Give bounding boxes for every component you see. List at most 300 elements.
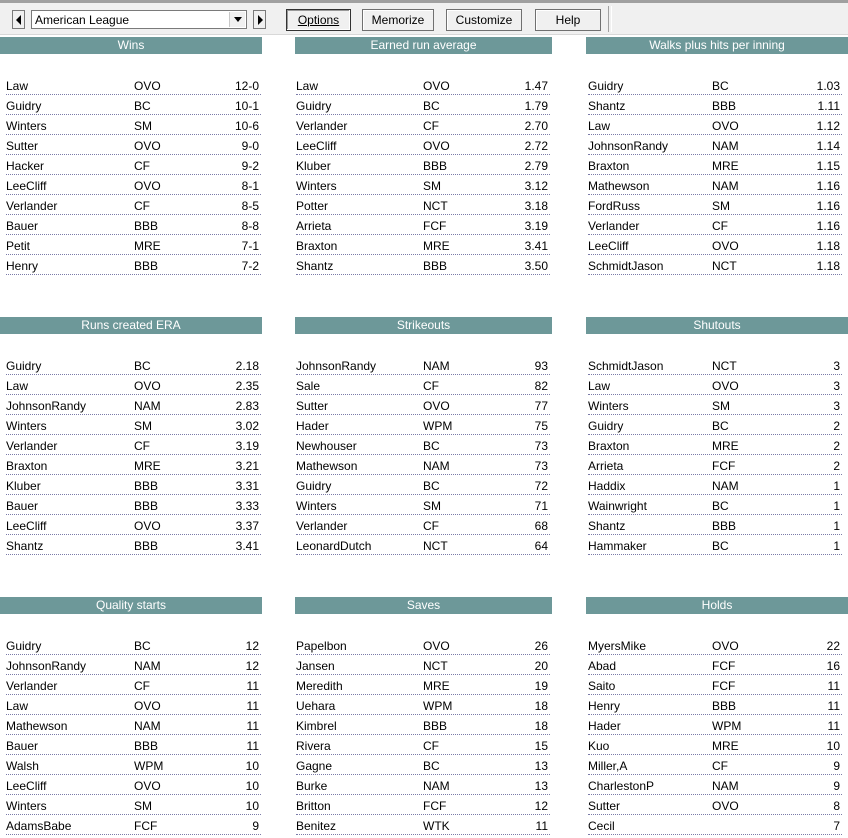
category-header[interactable]: Holds [586, 597, 848, 614]
leader-entry[interactable] [296, 475, 550, 495]
player-name: Verlander [588, 219, 640, 233]
leader-entry[interactable] [6, 455, 261, 475]
team-abbr: NAM [134, 399, 161, 413]
leader-entry[interactable] [6, 115, 261, 135]
player-name: Mathewson [296, 459, 358, 473]
leader-entry[interactable] [296, 255, 550, 275]
leader-entry[interactable] [588, 75, 842, 95]
player-name: LeeCliff [296, 139, 337, 153]
leader-entry[interactable] [588, 695, 842, 715]
player-name: Verlander [6, 679, 58, 693]
category-header[interactable]: Wins [0, 37, 262, 54]
stat-value: 3.31 [235, 479, 259, 493]
options-button[interactable] [286, 9, 351, 31]
leader-entry[interactable] [6, 415, 261, 435]
player-name: JohnsonRandy [6, 399, 87, 413]
leader-entry[interactable] [296, 355, 550, 375]
team-abbr: BC [712, 419, 729, 433]
team-abbr: CF [134, 159, 150, 173]
stat-value: 11 [246, 699, 259, 713]
team-abbr: BBB [712, 519, 737, 533]
table-row [0, 755, 848, 775]
stat-value: 3.12 [524, 179, 548, 193]
memorize-button[interactable] [362, 9, 434, 31]
stat-value: 26 [534, 639, 548, 653]
player-name: JohnsonRandy [296, 359, 377, 373]
table-row [0, 715, 848, 735]
table-row [0, 655, 848, 675]
section-headers [0, 37, 848, 54]
player-name: Guidry [6, 99, 42, 113]
leader-entry[interactable] [6, 255, 261, 275]
league-select[interactable] [31, 10, 247, 29]
team-abbr: NAM [134, 659, 161, 673]
chevron-down-icon [234, 17, 242, 22]
leader-entry[interactable] [588, 215, 842, 235]
player-name: Winters [296, 179, 337, 193]
stat-value: 71 [534, 499, 548, 513]
player-name: Law [296, 79, 319, 93]
leader-entry[interactable] [588, 735, 842, 755]
leader-entry[interactable] [588, 795, 842, 815]
leader-entry[interactable] [6, 695, 261, 715]
stat-value: 11 [827, 719, 840, 733]
leader-entry[interactable] [6, 735, 261, 755]
player-name: Winters [6, 799, 47, 813]
team-abbr: OVO [712, 379, 739, 393]
team-abbr: FCF [712, 659, 736, 673]
player-name: Potter [296, 199, 329, 213]
player-name: Petit [6, 239, 31, 253]
stat-value: 2.18 [235, 359, 259, 373]
team-abbr: BC [423, 759, 440, 773]
table-row [0, 235, 848, 255]
table-row [0, 695, 848, 715]
leader-entry[interactable] [588, 815, 842, 835]
player-name: LeeCliff [588, 239, 629, 253]
team-abbr: BC [134, 99, 151, 113]
player-name: SchmidtJason [588, 259, 664, 273]
team-abbr: BBB [423, 159, 448, 173]
stat-value: 13 [534, 759, 548, 773]
category-header[interactable]: Strikeouts [295, 317, 552, 334]
team-abbr: MRE [423, 239, 450, 253]
dropdown-button[interactable] [229, 12, 245, 27]
leader-entry[interactable] [296, 235, 550, 255]
leader-entry[interactable] [6, 775, 261, 795]
leader-entry[interactable] [6, 675, 261, 695]
stat-value: 22 [826, 639, 840, 653]
player-name: Arrieta [296, 219, 332, 233]
player-name: Benitez [296, 819, 337, 833]
leader-entry[interactable] [6, 435, 261, 455]
leader-entry[interactable] [588, 395, 842, 415]
table-row [0, 95, 848, 115]
leader-entry[interactable] [588, 435, 842, 455]
player-name: Jansen [296, 659, 335, 673]
stat-value: 13 [534, 779, 548, 793]
stat-value: 20 [534, 659, 548, 673]
player-name: MyersMike [588, 639, 647, 653]
player-name: Verlander [296, 519, 348, 533]
player-name: JohnsonRandy [6, 659, 87, 673]
table-row [0, 115, 848, 135]
stat-value: 1.16 [816, 179, 840, 193]
leader-entry[interactable] [588, 415, 842, 435]
leader-entry[interactable] [296, 195, 550, 215]
team-abbr: OVO [712, 639, 739, 653]
player-name: Saito [588, 679, 616, 693]
table-row [0, 175, 848, 195]
stat-value: 11 [535, 819, 548, 833]
team-abbr: NAM [423, 779, 450, 793]
team-abbr: FCF [134, 819, 158, 833]
stat-value: 8-5 [241, 199, 259, 213]
team-abbr: BC [134, 359, 151, 373]
leader-entry[interactable] [296, 715, 550, 735]
stat-value: 3.19 [524, 219, 548, 233]
stat-value: 1.18 [816, 259, 840, 273]
team-abbr: BC [423, 99, 440, 113]
stat-value: 1.11 [817, 99, 840, 113]
stat-value: 1.18 [816, 239, 840, 253]
team-abbr: CF [423, 739, 439, 753]
stat-value: 3.02 [235, 419, 259, 433]
options-button-label: Options [297, 13, 340, 27]
stat-value: 7 [833, 819, 840, 833]
leader-entry[interactable] [296, 155, 550, 175]
leader-entry[interactable] [6, 795, 261, 815]
leader-entry[interactable] [296, 415, 550, 435]
stat-value: 12 [245, 639, 259, 653]
player-name: Verlander [296, 119, 348, 133]
stat-value: 10 [245, 779, 259, 793]
player-name: Mathewson [6, 719, 68, 733]
player-name: Wainwright [588, 499, 647, 513]
leader-entry[interactable] [296, 795, 550, 815]
team-abbr: NAM [712, 779, 739, 793]
stat-value: 73 [534, 439, 548, 453]
player-name: Winters [6, 419, 47, 433]
leader-entry[interactable] [296, 775, 550, 795]
stat-value: 3.19 [235, 439, 259, 453]
team-abbr: CF [134, 439, 150, 453]
team-abbr: BBB [134, 739, 159, 753]
player-name: Bauer [6, 739, 39, 753]
table-row [0, 375, 848, 395]
category-header[interactable]: Quality starts [0, 597, 262, 614]
team-abbr: CF [712, 759, 728, 773]
player-name: JohnsonRandy [588, 139, 669, 153]
stat-value: 10 [245, 759, 259, 773]
leader-entry[interactable] [588, 355, 842, 375]
team-abbr: WPM [423, 699, 453, 713]
stat-value: 3 [833, 379, 840, 393]
team-abbr: BC [712, 79, 729, 93]
leader-entry[interactable] [296, 175, 550, 195]
player-name: Winters [588, 399, 629, 413]
leader-entry[interactable] [296, 75, 550, 95]
team-abbr: OVO [134, 139, 161, 153]
stat-value: 1 [833, 479, 840, 493]
player-name: Law [6, 79, 29, 93]
category-header[interactable]: Runs created ERA [0, 317, 262, 334]
leader-entry[interactable] [6, 175, 261, 195]
stat-value: 7-1 [241, 239, 259, 253]
player-name: Hammaker [588, 539, 647, 553]
player-name: Henry [6, 259, 39, 273]
team-abbr: BBB [134, 259, 159, 273]
table-row [0, 155, 848, 175]
leader-entry[interactable] [588, 135, 842, 155]
leader-entry[interactable] [296, 375, 550, 395]
player-name: Guidry [588, 79, 624, 93]
team-abbr: SM [134, 419, 152, 433]
stat-value: 3.33 [235, 499, 259, 513]
help-button[interactable] [535, 9, 601, 31]
stat-value: 2.70 [524, 119, 548, 133]
leader-entry[interactable] [6, 635, 261, 655]
leader-entry[interactable] [296, 395, 550, 415]
leader-entry[interactable] [6, 515, 261, 535]
player-name: Sale [296, 379, 321, 393]
leader-entry[interactable] [296, 695, 550, 715]
stat-value: 16 [826, 659, 840, 673]
leader-entry[interactable] [6, 355, 261, 375]
stat-value: 11 [246, 719, 259, 733]
stat-value: 82 [534, 379, 548, 393]
team-abbr: SM [134, 799, 152, 813]
leader-entry[interactable] [6, 815, 261, 835]
stat-value: 1.14 [816, 139, 840, 153]
leader-entry[interactable] [588, 775, 842, 795]
leader-entry[interactable] [588, 515, 842, 535]
team-abbr: NCT [423, 539, 448, 553]
player-name: Rivera [296, 739, 331, 753]
stat-value: 18 [534, 719, 548, 733]
leader-entry[interactable] [588, 95, 842, 115]
player-name: Arrieta [588, 459, 624, 473]
leader-entry[interactable] [588, 755, 842, 775]
leader-entry[interactable] [296, 435, 550, 455]
team-abbr: OVO [712, 239, 739, 253]
leader-entry[interactable] [588, 195, 842, 215]
next-league-button[interactable] [253, 10, 266, 29]
arrow-left-icon [16, 15, 21, 25]
leader-entry[interactable] [296, 135, 550, 155]
leader-entry[interactable] [296, 655, 550, 675]
stat-value: 8 [833, 799, 840, 813]
player-name: Abad [588, 659, 617, 673]
leader-entry[interactable] [296, 115, 550, 135]
stat-value: 9 [252, 819, 259, 833]
team-abbr: MRE [134, 239, 161, 253]
player-name: Haddix [588, 479, 626, 493]
leader-entry[interactable] [6, 535, 261, 555]
leader-entry[interactable] [296, 455, 550, 475]
leader-entry[interactable] [588, 675, 842, 695]
category-header[interactable]: Saves [295, 597, 552, 614]
player-name: AdamsBabe [6, 819, 72, 833]
player-name: Papelbon [296, 639, 347, 653]
team-abbr: BBB [712, 699, 737, 713]
team-abbr: BBB [423, 259, 448, 273]
arrow-right-icon [258, 15, 263, 25]
player-name: Uehara [296, 699, 336, 713]
stat-value: 3.41 [235, 539, 259, 553]
leader-entry[interactable] [588, 495, 842, 515]
stat-value: 10-6 [234, 119, 259, 133]
leader-entry[interactable] [296, 815, 550, 835]
category-header[interactable]: Shutouts [586, 317, 848, 334]
team-abbr: OVO [134, 779, 161, 793]
team-abbr: OVO [134, 79, 161, 93]
team-abbr: WTK [423, 819, 450, 833]
team-abbr: OVO [134, 179, 161, 193]
stat-value: 1 [833, 499, 840, 513]
leader-entry[interactable] [6, 95, 261, 115]
leader-entry[interactable] [296, 95, 550, 115]
player-name: Shantz [588, 99, 626, 113]
category-header[interactable]: Walks plus hits per inning [586, 37, 848, 54]
stat-value: 64 [534, 539, 548, 553]
table-row [0, 355, 848, 375]
team-abbr: BC [712, 499, 729, 513]
stat-value: 1 [833, 539, 840, 553]
player-name: Kluber [6, 479, 41, 493]
leader-entry[interactable] [588, 375, 842, 395]
leader-entry[interactable] [6, 195, 261, 215]
team-abbr: OVO [134, 379, 161, 393]
leader-entry[interactable] [588, 535, 842, 555]
team-abbr: BBB [134, 219, 159, 233]
stat-value: 11 [246, 679, 259, 693]
player-name: Braxton [296, 239, 338, 253]
player-name: Braxton [588, 159, 630, 173]
leader-entry[interactable] [296, 495, 550, 515]
player-name: Law [588, 379, 611, 393]
leader-entry[interactable] [296, 215, 550, 235]
player-name: Kimbrel [296, 719, 337, 733]
player-name: Winters [6, 119, 47, 133]
customize-button[interactable] [446, 9, 522, 31]
stat-value: 2.35 [235, 379, 259, 393]
leader-entry[interactable] [6, 655, 261, 675]
stat-value: 19 [534, 679, 548, 693]
team-abbr: BBB [134, 479, 159, 493]
leader-entry[interactable] [6, 395, 261, 415]
player-name: LeeCliff [6, 779, 47, 793]
leader-entry[interactable] [6, 215, 261, 235]
leader-entry[interactable] [588, 455, 842, 475]
table-row [0, 475, 848, 495]
leader-entry[interactable] [6, 375, 261, 395]
leader-entry[interactable] [6, 235, 261, 255]
player-name: Verlander [6, 439, 58, 453]
leader-entry[interactable] [588, 175, 842, 195]
player-name: Guidry [296, 99, 332, 113]
player-name: Sutter [6, 139, 39, 153]
stat-value: 68 [534, 519, 548, 533]
player-name: Bauer [6, 499, 39, 513]
stat-value: 2.79 [524, 159, 548, 173]
player-name: Hacker [6, 159, 45, 173]
table-row [0, 435, 848, 455]
leader-entry[interactable] [588, 715, 842, 735]
team-abbr: NAM [712, 479, 739, 493]
player-name: Bauer [6, 219, 39, 233]
stat-value: 11 [827, 679, 840, 693]
leader-entry[interactable] [588, 155, 842, 175]
stat-value: 2.72 [524, 139, 548, 153]
leader-entry[interactable] [296, 535, 550, 555]
team-abbr: MRE [712, 739, 739, 753]
previous-league-button[interactable] [12, 10, 25, 29]
stat-value: 1.03 [816, 79, 840, 93]
team-abbr: SM [712, 399, 730, 413]
memorize-button-label: Memorize [371, 13, 425, 27]
table-row [0, 775, 848, 795]
team-abbr: BBB [712, 99, 737, 113]
leader-entry[interactable] [588, 115, 842, 135]
leader-entry[interactable] [296, 735, 550, 755]
leader-entry[interactable] [588, 655, 842, 675]
team-abbr: WPM [134, 759, 164, 773]
stat-value: 12 [245, 659, 259, 673]
leader-entry[interactable] [6, 475, 261, 495]
player-name: LeeCliff [6, 519, 47, 533]
player-name: Braxton [588, 439, 630, 453]
leader-entry[interactable] [6, 755, 261, 775]
leader-entry[interactable] [588, 235, 842, 255]
player-name: Guidry [588, 419, 624, 433]
team-abbr: BC [134, 639, 151, 653]
stat-value: 12 [534, 799, 548, 813]
leader-entry[interactable] [6, 155, 261, 175]
leader-entry[interactable] [296, 755, 550, 775]
leader-entry[interactable] [296, 635, 550, 655]
toolbar-separator [608, 6, 612, 32]
stat-value: 3.21 [235, 459, 259, 473]
player-name: Britton [296, 799, 331, 813]
category-header[interactable]: Earned run average [295, 37, 552, 54]
player-name: Hader [296, 419, 329, 433]
leader-entry[interactable] [588, 635, 842, 655]
stat-value: 3.37 [235, 519, 259, 533]
player-name: Sutter [588, 799, 621, 813]
stat-value: 9-0 [241, 139, 259, 153]
leader-entry[interactable] [588, 475, 842, 495]
toolbar [0, 0, 848, 35]
leader-entry[interactable] [296, 515, 550, 535]
team-abbr: NAM [134, 719, 161, 733]
stat-value: 1.16 [816, 199, 840, 213]
leader-entry[interactable] [588, 255, 842, 275]
team-abbr: OVO [134, 519, 161, 533]
team-abbr: NCT [712, 259, 737, 273]
leader-entry[interactable] [6, 135, 261, 155]
leader-entry[interactable] [6, 495, 261, 515]
leader-entry[interactable] [296, 675, 550, 695]
leader-entry[interactable] [6, 715, 261, 735]
leader-entry[interactable] [6, 75, 261, 95]
stat-value: 10-1 [234, 99, 259, 113]
player-name: Burke [296, 779, 328, 793]
table-row [0, 195, 848, 215]
help-button-label: Help [555, 13, 581, 27]
stat-value: 1.15 [816, 159, 840, 173]
team-abbr: NAM [712, 139, 739, 153]
